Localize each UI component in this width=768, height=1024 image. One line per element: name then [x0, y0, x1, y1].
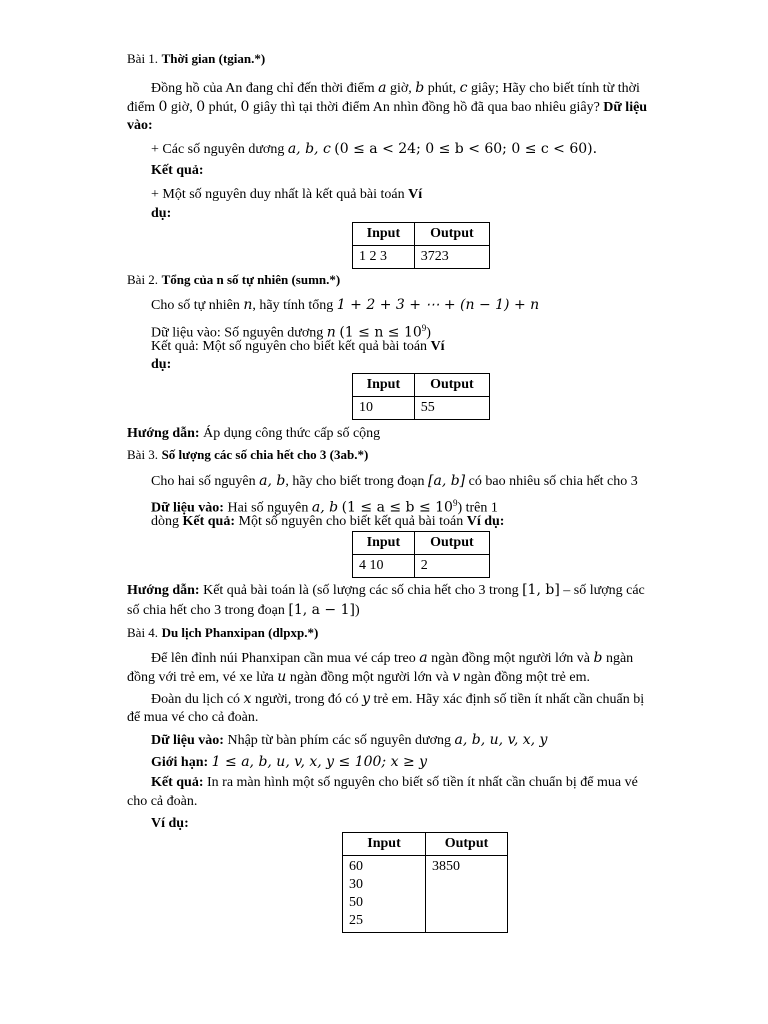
table-row	[353, 246, 490, 269]
col-input-header: Input	[353, 532, 415, 555]
col-output-header: Output	[414, 532, 489, 555]
example-output-cell: 2	[414, 555, 489, 578]
b1-input-line: + Các số nguyên dương a, b, c (0 ≤ a < 24; 0 ≤ b < 60; 0 ≤ c < 60).	[151, 141, 598, 157]
b3-hint-line-1: Hướng dẫn: Kết quả bài toán là (số lượng các số chia hết cho 3 trong [1, b] – số lượng các	[127, 582, 645, 598]
example-output-cell: 3723	[414, 246, 489, 269]
example-input-line: 30	[349, 877, 363, 892]
table-header-row	[353, 374, 490, 397]
b4-title: Du lịch Phanxipan (dlpxp.*)	[161, 625, 319, 640]
col-output-header: Output	[426, 833, 508, 856]
b1-output-label: Kết quả:	[151, 163, 204, 178]
b4-limit-line: Giới hạn: 1 ≤ a, b, u, v, x, y ≤ 100; x ≥ y	[151, 754, 428, 770]
example-output-cell: 3850	[426, 856, 508, 933]
b1-input-label: vào:	[127, 118, 153, 133]
col-input-header: Input	[353, 374, 415, 397]
example-input-line: 50	[349, 895, 363, 910]
b1-desc-line-1: Đồng hồ của An đang chỉ đến thời điểm a giờ, b phút, c giây; Hãy cho biết tính từ thời	[151, 80, 640, 96]
example-input-line: 60	[349, 859, 363, 874]
col-output-header: Output	[414, 374, 489, 397]
b1-output-line: + Một số nguyên duy nhất là kết quả bài toán Ví	[151, 187, 423, 202]
example-input-cell	[343, 856, 426, 933]
example-input-cell: 1 2 3	[353, 246, 415, 269]
table-row	[353, 555, 490, 578]
example-input-line: 25	[349, 913, 363, 928]
b4-example-table	[342, 832, 508, 933]
b4-p1-line-2: đồng với trẻ em, vé xe lửa u ngàn đồng một người lớn và v ngàn đồng một trẻ em.	[127, 669, 590, 685]
b2-output-line: Kết quả: Một số nguyên cho biết kết quả bài toán Ví	[151, 339, 445, 354]
b1-example-label: dụ:	[151, 206, 172, 221]
table-header-row	[353, 532, 490, 555]
col-input-header: Input	[343, 833, 426, 856]
b3-input-line: Dữ liệu vào: Hai số nguyên a, b $(1 \le a \le b \le 10^9)$ trên 1	[151, 498, 498, 516]
b2-title: Tổng của n số tự nhiên (sumn.*)	[161, 272, 341, 287]
b3-example-table	[352, 531, 490, 578]
b1-title: Thời gian (tgian.*)	[161, 51, 266, 66]
b3-heading: Bài 3. Số lượng các số chia hết cho 3 (3ab.*)	[127, 447, 369, 462]
b4-p2-line-1: Đoàn du lịch có x người, trong đó có y trẻ em. Hãy xác định số tiền ít nhất cần chuẩn bị	[151, 691, 645, 707]
b4-p1-line-1: Để lên đỉnh núi Phanxipan cần mua vé cáp treo a ngàn đồng một người lớn và b ngàn	[151, 650, 634, 666]
b2-desc-line: Cho số tự nhiên n, hãy tính tổng 1 + 2 + 3 + ⋯ + (n − 1) + n	[151, 297, 540, 313]
col-input-header: Input	[353, 223, 415, 246]
b3-output-line: dòng Kết quả: Một số nguyên cho biết kết quả bài toán Ví dụ:	[151, 514, 505, 529]
b3-desc-line: Cho hai số nguyên a, b, hãy cho biết trong đoạn [a, b] có bao nhiêu số chia hết cho 3	[151, 473, 638, 489]
b4-input-line: Dữ liệu vào: Nhập từ bàn phím các số nguyên dương a, b, u, v, x, y	[151, 732, 548, 748]
b1-example-table	[352, 222, 490, 269]
table-row	[343, 856, 508, 933]
b2-example-table	[352, 373, 490, 420]
b1-desc-line-2: điểm 0 giờ, 0 phút, 0 giây thì tại thời điểm An nhìn đồng hồ đã qua bao nhiêu giây? Dữ liệu	[127, 99, 648, 115]
table-header-row	[343, 833, 508, 856]
b4-p2-line-2: để mua vé cho cả đoàn.	[127, 710, 259, 725]
b4-output-line-2: cho cả đoàn.	[127, 794, 198, 809]
b1-heading: Bài 1. Thời gian (tgian.*)	[127, 51, 266, 66]
b3-title: Số lượng các số chia hết cho 3 (3ab.*)	[161, 447, 369, 462]
example-input-cell: 4 10	[353, 555, 415, 578]
b4-output-line-1: Kết quả: In ra màn hình một số nguyên cho biết số tiền ít nhất cần chuẩn bị để mua vé	[151, 775, 638, 790]
b4-example-label: Ví dụ:	[151, 816, 189, 831]
b2-hint: Hướng dẫn: Áp dụng công thức cấp số cộng	[127, 426, 381, 441]
b2-example-label: dụ:	[151, 357, 172, 372]
b2-heading: Bài 2. Tổng của n số tự nhiên (sumn.*)	[127, 272, 341, 287]
table-header-row	[353, 223, 490, 246]
example-output-cell: 55	[414, 397, 489, 420]
b2-input-line: Dữ liệu vào: Số nguyên dương n $(1 \le n \le 10^9)$	[151, 323, 431, 341]
col-output-header: Output	[414, 223, 489, 246]
b4-heading: Bài 4. Du lịch Phanxipan (dlpxp.*)	[127, 625, 319, 640]
b3-hint-line-2: số chia hết cho 3 trong đoạn [1, a − 1])	[127, 602, 360, 618]
table-row	[353, 397, 490, 420]
example-input-cell: 10	[353, 397, 415, 420]
